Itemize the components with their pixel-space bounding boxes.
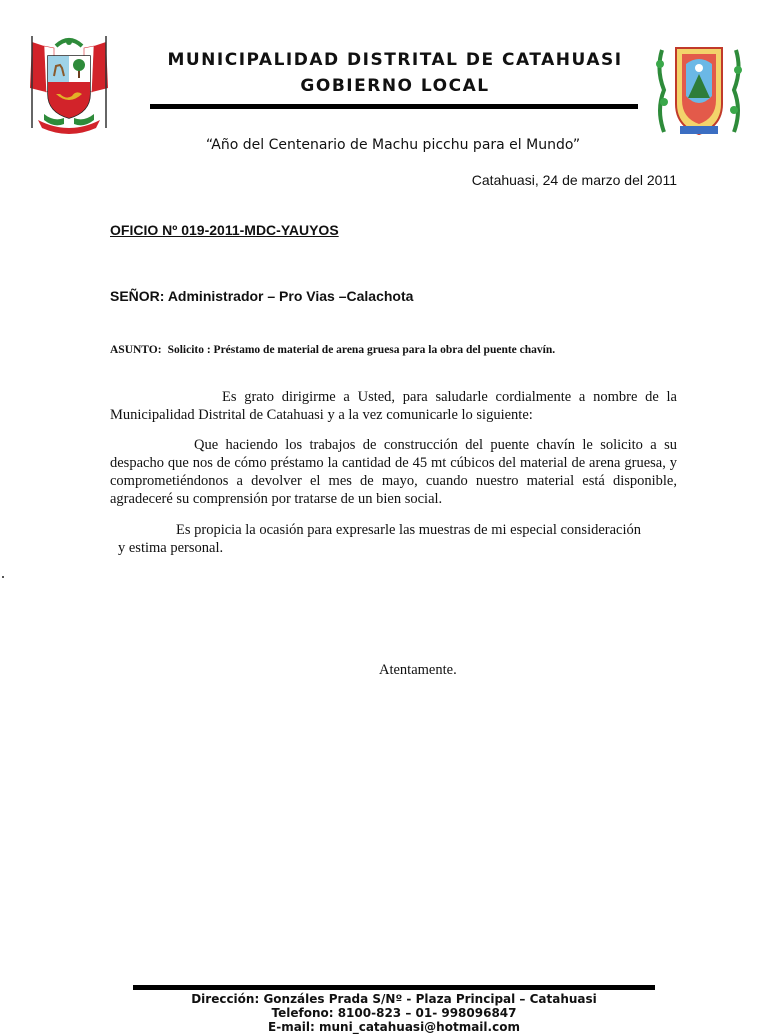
scan-mark xyxy=(2,576,4,578)
institution-name: MUNICIPALIDAD DISTRITAL DE CATAHUASI xyxy=(167,50,623,70)
recipient: SEÑOR: Administrador – Pro Vias –Calachota xyxy=(110,288,414,304)
body-paragraph-3-line-2: y estima personal. xyxy=(118,540,224,556)
institution-subtitle: GOBIERNO LOCAL xyxy=(300,76,490,96)
footer-email: E-mail: muni_catahuasi@hotmail.com xyxy=(268,1020,520,1034)
subject-text: Solicito : Préstamo de material de arena gruesa para la obra del puente chavín. xyxy=(167,344,556,356)
closing: Atentamente. xyxy=(379,662,457,678)
body-paragraph-2-text: Que haciendo los trabajos de construcción del puente chavín le solicito a su despacho que nos de cómo préstamo la cantidad de 45 mt cúbicos del material de arena gruesa, y comprometiéndonos a devolver el mes de mayo, cuando nuestro material está disponible, agradeceré su comprensión por tratarse de un bien social. xyxy=(110,437,677,507)
header-rule xyxy=(150,104,638,109)
body-paragraph-1 xyxy=(110,388,677,424)
peru-coat-of-arms-icon xyxy=(24,32,114,140)
subject-line xyxy=(110,344,555,356)
document-date: Catahuasi, 24 de marzo del 2011 xyxy=(471,172,677,188)
footer-address: Dirección: Gonzáles Prada S/Nº - Plaza Principal – Catahuasi xyxy=(191,992,597,1006)
body-paragraph-3 xyxy=(110,521,676,557)
body-paragraph-3-line-1 xyxy=(110,521,676,539)
subject-label: ASUNTO: xyxy=(110,344,162,356)
footer-phone: Telefono: 8100-823 – 01- 998096847 xyxy=(271,1006,517,1020)
body-paragraph-3-line-1-text: Es propicia la ocasión para expresarle las muestras de mi especial consideración xyxy=(176,522,642,538)
catahuasi-shield-icon xyxy=(652,40,746,140)
body-paragraph-2 xyxy=(110,436,677,508)
body-paragraph-1-text: Es grato dirigirme a Usted, para saludarle cordialmente a nombre de la Municipalidad Distrital de Catahuasi y a la vez comunicarle lo siguiente: xyxy=(110,389,677,423)
year-motto: “Año del Centenario de Machu picchu para el Mundo” xyxy=(205,137,581,153)
document-reference: OFICIO Nº 019-2011-MDC-YAUYOS xyxy=(110,222,339,238)
footer-rule xyxy=(133,985,655,990)
